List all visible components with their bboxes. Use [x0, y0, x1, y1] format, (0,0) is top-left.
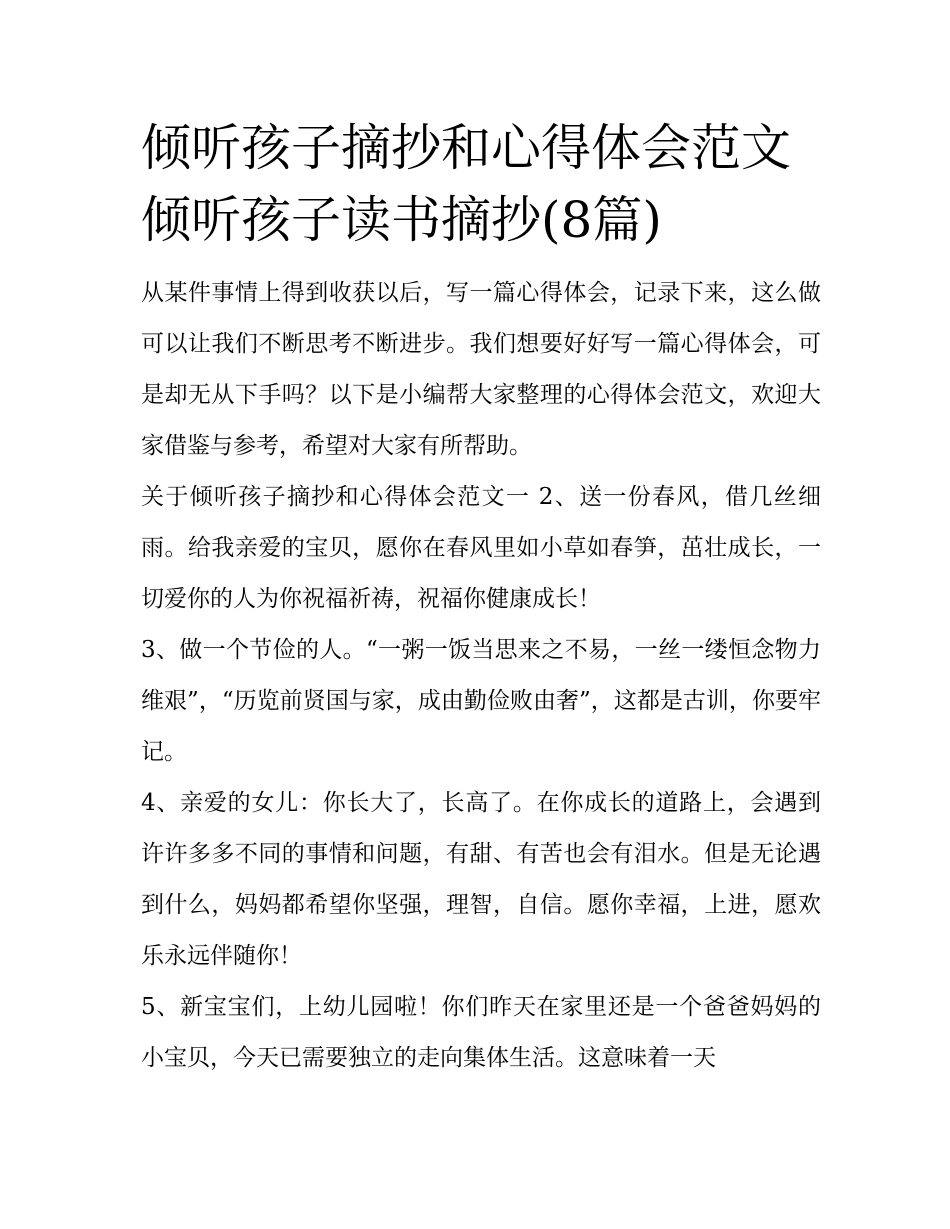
document-content: [141, 112, 821, 1084]
document-title: [141, 112, 821, 256]
paragraph-item-2: 关于倾听孩子摘抄和心得体会范文一 2、送一份春风，借几丝细雨。给我亲爱的宝贝，愿你在春风里如小草如春笋，茁壮成长，一切爱你的人为你祝福祈祷，祝福你健康成长！: [141, 484, 821, 612]
paragraph-item-5: 5、新宝宝们，上幼儿园啦！你们昨天在家里还是一个爸爸妈妈的小宝贝，今天已需要独立的走向集体生活。这意味着一天: [141, 994, 821, 1071]
paragraph-item-4: 4、亲爱的女儿：你长大了，长高了。在你成长的道路上，会遇到许许多多不同的事情和问题，有甜、有苦也会有泪水。但是无论遇到什么，妈妈都希望你坚强，理智，自信。愿你幸福，上进，愿欢乐永远伴随你！: [141, 790, 821, 969]
paragraph-item-3: 3、做一个节俭的人。“一粥一饭当思来之不易，一丝一缕恒念物力维艰”，“历览前贤国与家，成由勤俭败由奢”，这都是古训，你要牢记。: [141, 637, 821, 765]
title-line-1: 倾听孩子摘抄和心得体会范文: [141, 119, 791, 177]
document-body: [141, 268, 821, 1084]
intro-paragraph: 从某件事情上得到收获以后，写一篇心得体会，记录下来，这么做可以让我们不断思考不断进步。我们想要好好写一篇心得体会，可是却无从下手吗？以下是小编帮大家整理的心得体会范文，欢迎大家借鉴与参考，希望对大家有所帮助。: [141, 280, 821, 459]
title-line-2: 倾听孩子读书摘抄(8篇): [141, 191, 662, 249]
